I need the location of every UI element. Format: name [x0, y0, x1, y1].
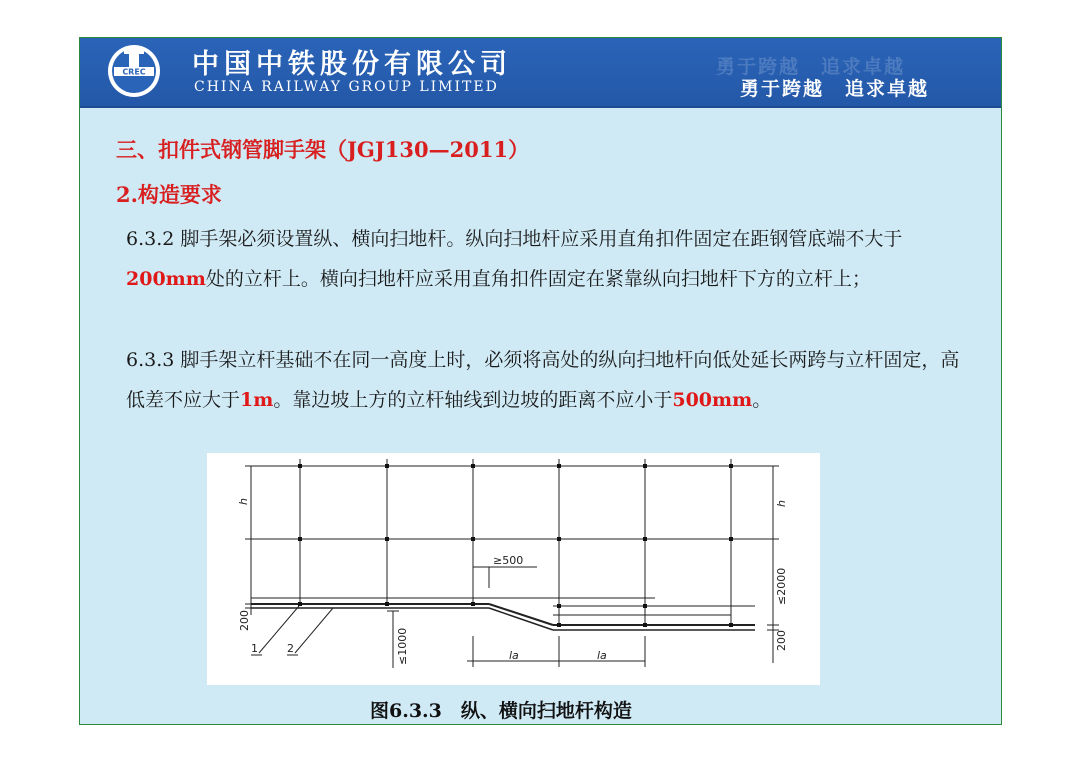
clause-6-3-3-value-distance: 500mm [672, 389, 753, 411]
figure-caption: 图6.3.3 纵、横向扫地杆构造 [370, 700, 632, 722]
clause-6-3-3-value-height: 1m [240, 389, 274, 411]
callout-2: 2 [287, 642, 294, 655]
label-la-2: la [597, 649, 607, 662]
clause-6-3-3 [126, 340, 976, 420]
clause-6-3-2-text-b: 处的立杆上。横向扫地杆应采用直角扣件固定在紧靠纵向扫地杆下方的立杆上； [205, 268, 871, 290]
crec-logo-icon [106, 43, 162, 99]
slogan-watermark: 勇于跨越 追求卓越 [716, 56, 906, 78]
scaffold-diagram [207, 453, 820, 685]
slogan: 勇于跨越 追求卓越 [740, 78, 930, 100]
subsection-title: 2.构造要求 [116, 182, 222, 207]
label-200-left: 200 [238, 610, 251, 631]
clause-6-3-2-text-a: 6.3.2 脚手架必须设置纵、横向扫地杆。纵向扫地杆应采用直角扣件固定在距钢管底端不大于 [126, 228, 903, 250]
label-ge500: ≥500 [493, 554, 524, 567]
header-banner [80, 38, 1001, 108]
section-title: 三、扣件式钢管脚手架（JGJ130—2011） [116, 137, 530, 162]
label-le2000: ≤2000 [775, 567, 788, 605]
label-h-left: h [237, 498, 250, 505]
company-name-cn: 中国中铁股份有限公司 [192, 49, 512, 80]
clause-6-3-2-value: 200mm [126, 268, 206, 290]
label-le1000: ≤1000 [396, 627, 409, 665]
scaffold-drawing [207, 453, 820, 685]
clause-6-3-3-text-b: 。靠边坡上方的立杆轴线到边坡的距离不应小于 [273, 389, 673, 411]
company-name-en: CHINA RAILWAY GROUP LIMITED [194, 79, 499, 95]
clause-6-3-2 [126, 219, 976, 299]
label-la-1: la [509, 649, 519, 662]
logo-text: CREC [122, 67, 146, 77]
callout-1: 1 [251, 642, 258, 655]
clause-6-3-3-text-c: 。 [752, 389, 772, 411]
label-h-right: h [775, 500, 788, 507]
label-200-right: 200 [775, 630, 788, 651]
slide [79, 37, 1002, 725]
clause-6-3-3-text-a: 6.3.3 脚手架立杆基础不在同一高度上时，必须将高处的纵向扫地杆向低处延长两跨与立杆固定，高低差不应大于 [126, 349, 960, 411]
